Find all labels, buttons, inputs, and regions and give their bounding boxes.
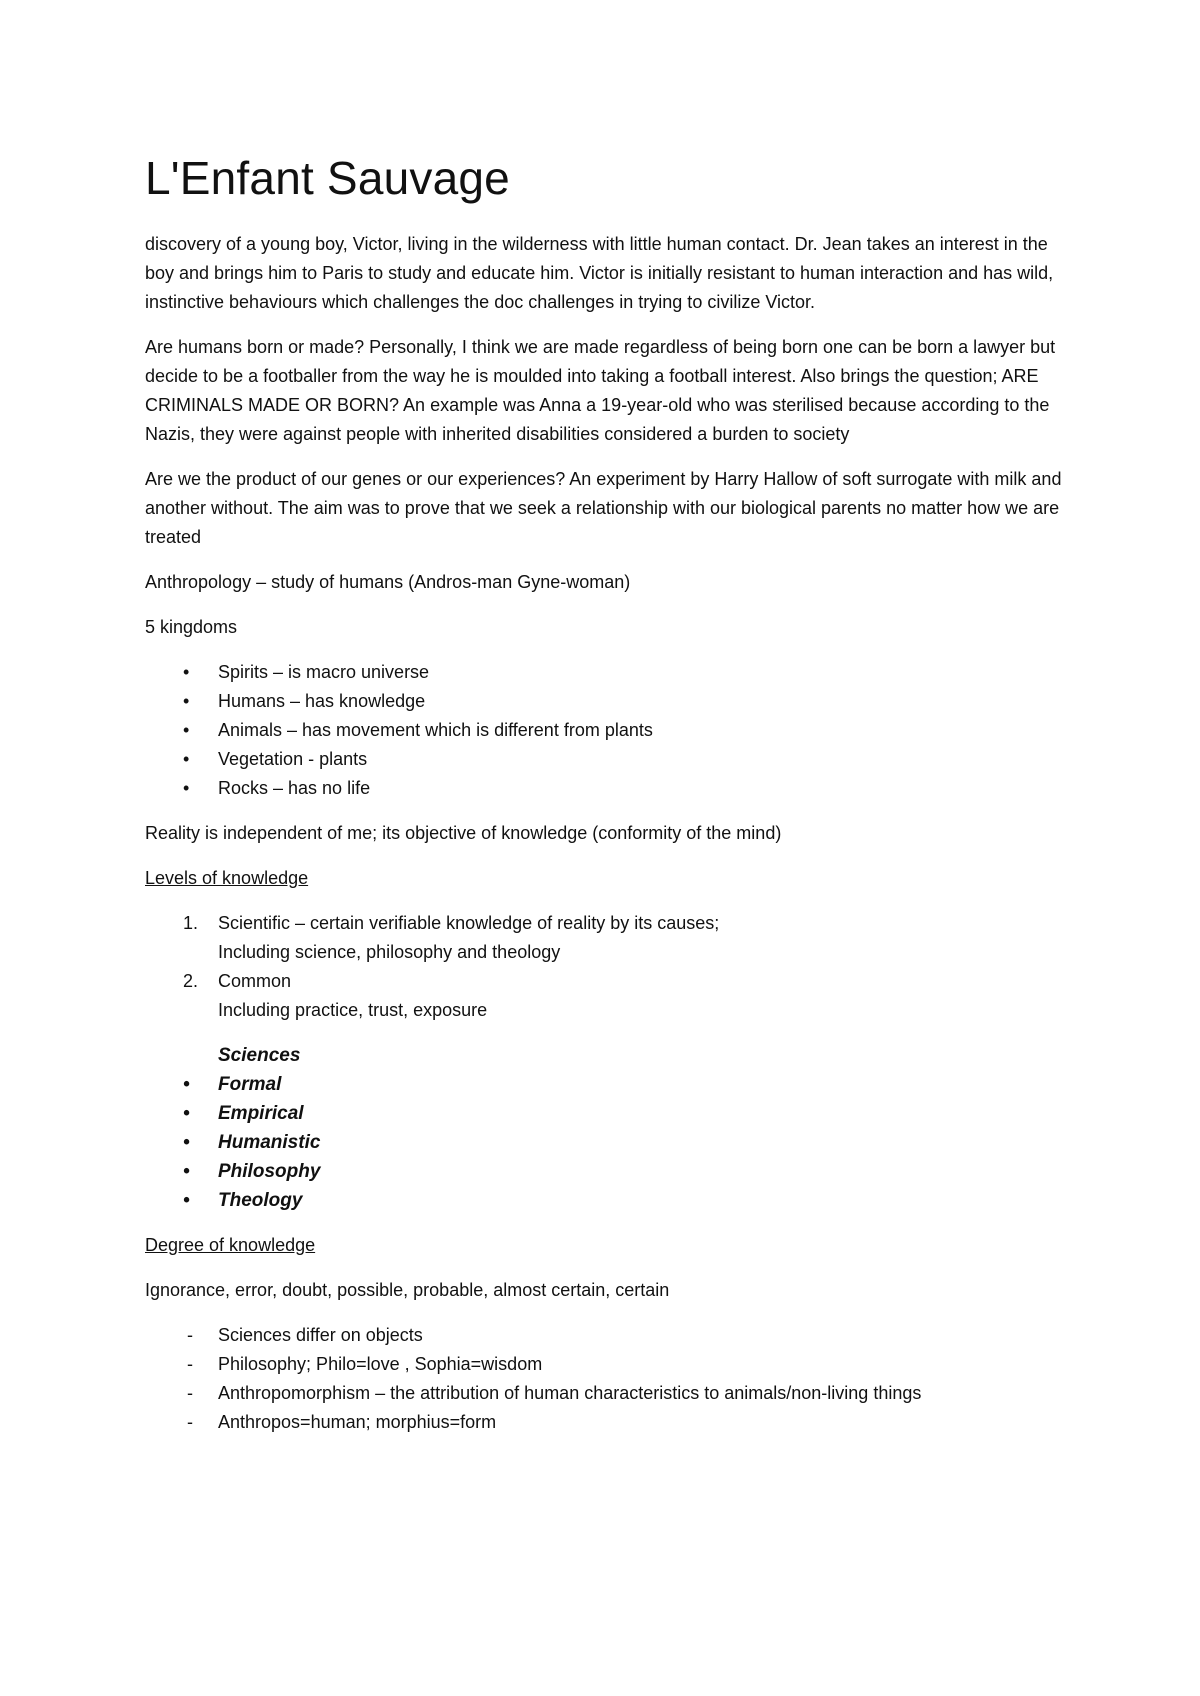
bullet-marker: • <box>183 778 190 798</box>
number-marker: 1. <box>183 913 199 933</box>
list-item: - Anthropos=human; morphius=form <box>145 1408 1080 1437</box>
bullet-marker: • <box>183 691 190 711</box>
number-marker: 2. <box>183 971 199 991</box>
list-item: • Rocks – has no life <box>145 774 1080 803</box>
paragraph-degree: Ignorance, error, doubt, possible, probable, almost certain, certain <box>145 1280 670 1300</box>
bullet-marker: • <box>183 1190 190 1211</box>
bullet-marker: • <box>183 1074 190 1095</box>
list-item: • Empirical <box>145 1099 1080 1128</box>
paragraph-intro: discovery of a young boy, Victor, living in the wilderness with little human contact. Dr. Jean takes an interest in the boy and brings him to Paris to study and educate him. Victor is initially resistant to human interaction and has wild, instinctive behaviours which challenges the doc challenges in trying to civilize Victor. <box>145 234 1054 312</box>
bullet-marker: • <box>183 1103 190 1124</box>
levels-heading: Levels of knowledge <box>145 868 309 888</box>
bullet-marker: • <box>183 662 190 682</box>
dash-marker: - <box>187 1325 193 1345</box>
notes-list <box>145 1321 1080 1437</box>
list-item: • Vegetation - plants <box>145 745 1080 774</box>
bullet-marker: • <box>183 749 190 769</box>
list-item: • Animals – has movement which is different from plants <box>145 716 1080 745</box>
list-item: - Philosophy; Philo=love , Sophia=wisdom <box>145 1350 1080 1379</box>
list-item: 2. Common Including practice, trust, exposure <box>145 967 1080 1025</box>
bullet-marker: • <box>183 1161 190 1182</box>
sciences-list <box>145 1070 1080 1215</box>
paragraph-born-or-made: Are humans born or made? Personally, I think we are made regardless of being born one can be born a lawyer but decide to be a footballer from the way he is moulded into taking a football interest. Also brings the question; ARE CRIMINALS MADE OR BORN? An example was Anna a 19-year-old who was sterilised because according to the Nazis, they were against people with inherited disabilities considered a burden to society <box>145 337 1056 444</box>
list-item: • Humanistic <box>145 1128 1080 1157</box>
sciences-section <box>145 1041 1080 1215</box>
list-item: - Anthropomorphism – the attribution of human characteristics to animals/non-living things <box>145 1379 1080 1408</box>
document-title: L'Enfant Sauvage <box>145 152 510 204</box>
kingdoms-list <box>145 658 1080 803</box>
list-item: 1. Scientific – certain verifiable knowledge of reality by its causes; Including science, philosophy and theology <box>145 909 1080 967</box>
paragraph-genes-experiences: Are we the product of our genes or our experiences? An experiment by Harry Hallow of soft surrogate with milk and another without. The aim was to prove that we seek a relationship with our biological parents no matter how we are treated <box>145 469 1062 547</box>
list-item: • Spirits – is macro universe <box>145 658 1080 687</box>
list-item: • Theology <box>145 1186 1080 1215</box>
list-item: • Formal <box>145 1070 1080 1099</box>
sciences-heading: Sciences <box>218 1045 301 1066</box>
bullet-marker: • <box>183 1132 190 1153</box>
paragraph-kingdoms-heading: 5 kingdoms <box>145 617 238 637</box>
list-item: • Humans – has knowledge <box>145 687 1080 716</box>
degree-heading: Degree of knowledge <box>145 1235 316 1255</box>
dash-marker: - <box>187 1354 193 1374</box>
list-item: - Sciences differ on objects <box>145 1321 1080 1350</box>
bullet-marker: • <box>183 720 190 740</box>
levels-list <box>145 909 1080 1025</box>
list-item: • Philosophy <box>145 1157 1080 1186</box>
paragraph-reality: Reality is independent of me; its objective of knowledge (conformity of the mind) <box>145 823 782 843</box>
paragraph-anthropology: Anthropology – study of humans (Andros-man Gyne-woman) <box>145 572 631 592</box>
dash-marker: - <box>187 1412 193 1432</box>
dash-marker: - <box>187 1383 193 1403</box>
